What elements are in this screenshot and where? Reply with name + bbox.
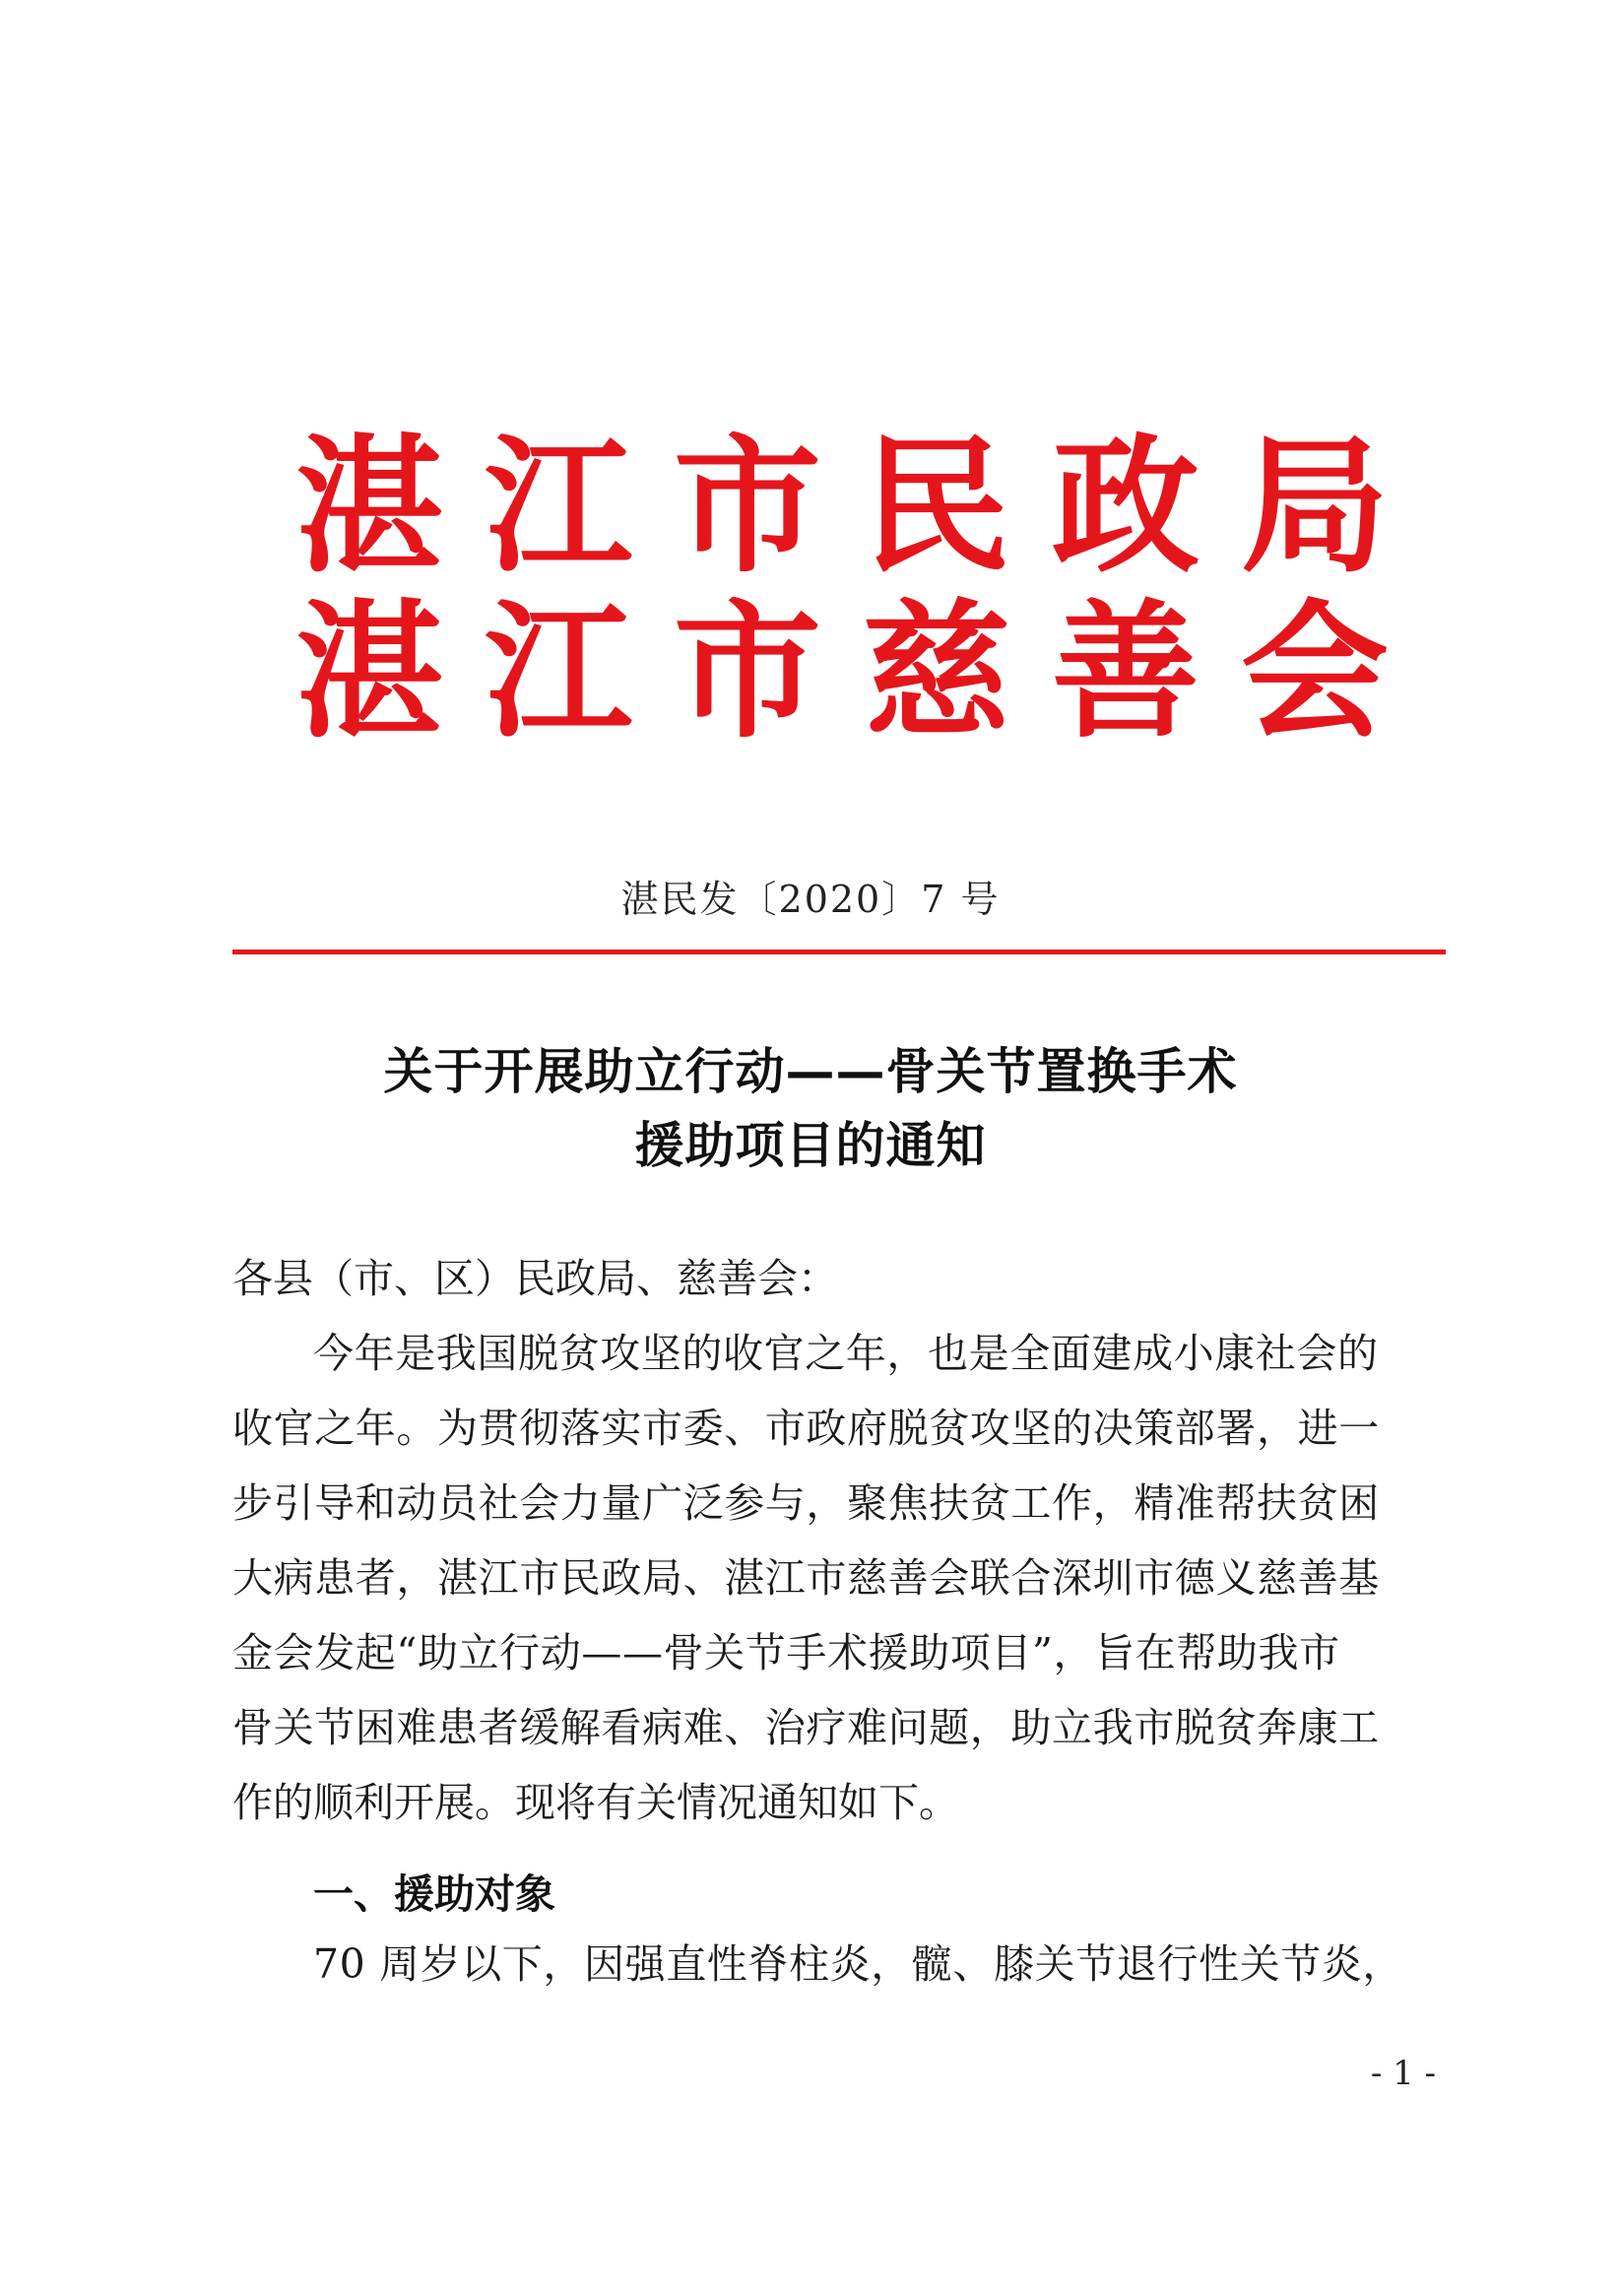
- org-char: 民: [862, 422, 1010, 593]
- org-char: 江: [484, 422, 632, 593]
- org-char: 市: [673, 422, 821, 593]
- paragraph-line: 大病患者，湛江市民政局、湛江市慈善会联合深圳市德义慈善基: [232, 1554, 1380, 1602]
- org-char: 局: [1240, 422, 1389, 593]
- paragraph-line: 作的顺利开展。现将有关情况通知如下。: [232, 1779, 959, 1826]
- org-char: 湛: [295, 587, 444, 758]
- issuing-org-civil-affairs: [295, 424, 1389, 591]
- paragraph-line: 收官之年。为贯彻落实市委、市政府脱贫攻坚的决策部署，进一: [232, 1405, 1380, 1452]
- paragraph-line: 骨关节困难患者缓解看病难、治疗难问题，助立我市脱贫奔康工: [232, 1704, 1380, 1751]
- document-number: 湛民发〔2020〕7 号: [620, 878, 1001, 921]
- org-char: 慈: [862, 587, 1010, 758]
- notice-title-line-1: 关于开展助立行动——骨关节置换手术: [383, 1043, 1238, 1100]
- org-char: 政: [1051, 422, 1200, 593]
- issuing-org-charity: [295, 589, 1389, 756]
- salutation: 各县（市、区）民政局、慈善会：: [232, 1255, 838, 1302]
- paragraph-line: 金会发起“助立行动——骨关节手术援助项目”，旨在帮助我市: [232, 1629, 1340, 1676]
- org-char: 市: [673, 587, 821, 758]
- paragraph-line: 步引导和动员社会力量广泛参与，聚焦扶贫工作，精准帮扶贫困: [232, 1479, 1380, 1527]
- org-char: 江: [484, 587, 632, 758]
- org-char: 会: [1240, 587, 1389, 758]
- section-heading-aid-recipients: 一、援助对象: [313, 1870, 555, 1918]
- paragraph-line: 70 周岁以下，因强直性脊柱炎，髋、膝关节退行性关节炎，: [313, 1940, 1404, 1988]
- org-char: 善: [1051, 587, 1200, 758]
- org-char: 湛: [295, 422, 444, 593]
- notice-title-line-2: 援助项目的通知: [634, 1117, 987, 1174]
- red-divider-rule: [232, 950, 1446, 954]
- paragraph-line: 今年是我国脱贫攻坚的收官之年，也是全面建成小康社会的: [313, 1330, 1379, 1377]
- page-number: - 1 -: [1370, 2054, 1437, 2093]
